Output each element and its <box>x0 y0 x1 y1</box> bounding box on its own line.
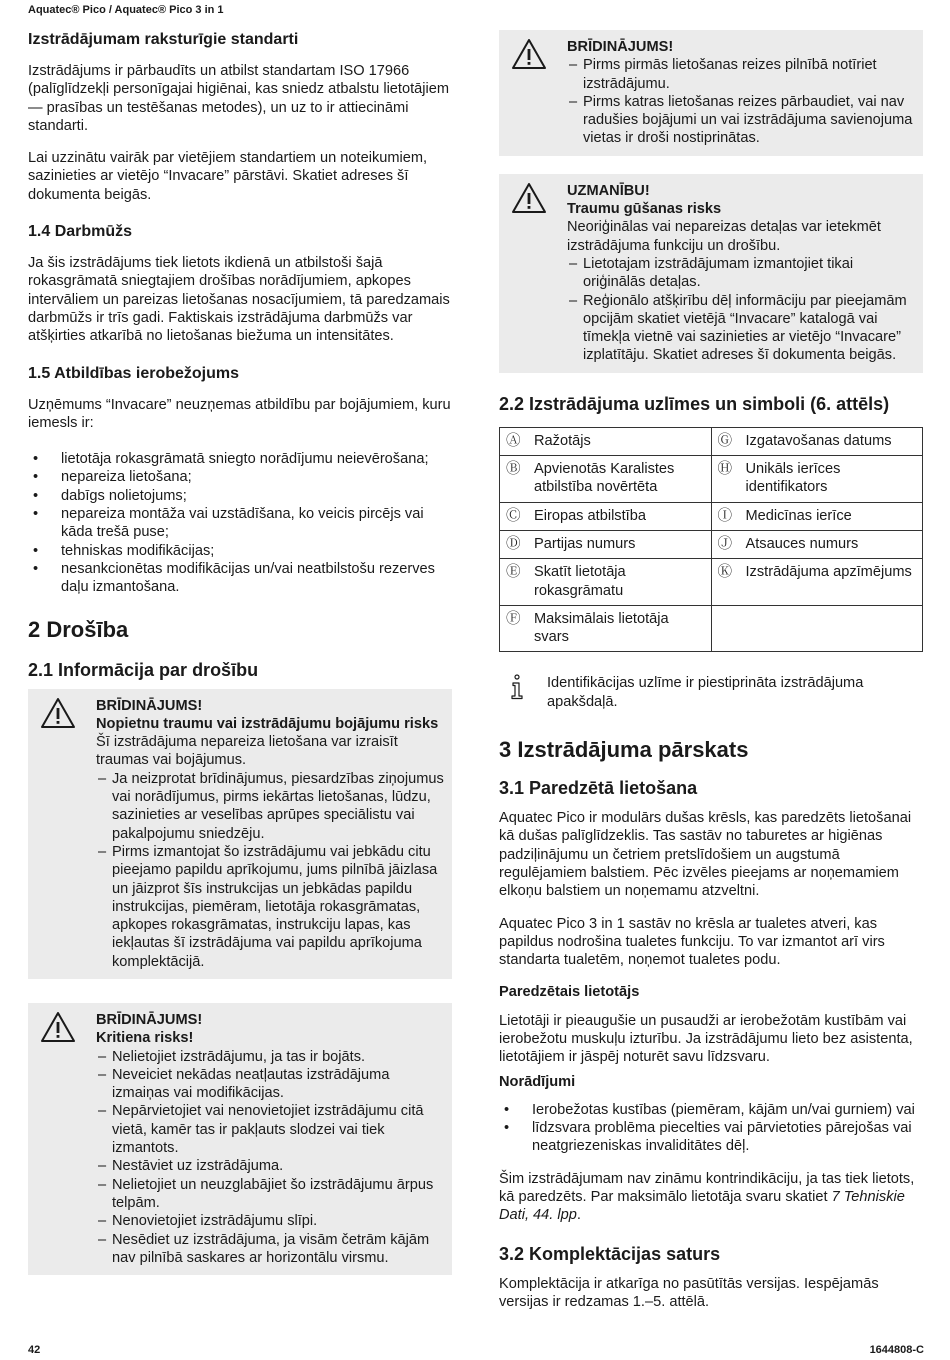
caution-list <box>567 255 915 365</box>
symbol-text: Skatīt lietotāja rokasgrāmatu <box>534 564 626 599</box>
section-3-2-heading: 3.2 Komplektācijas saturs <box>499 1243 721 1264</box>
symbol-text: Eiropas atbilstība <box>534 507 646 524</box>
section-3-1-heading: 3.1 Paredzētā lietošana <box>499 778 698 799</box>
table-cell <box>500 559 712 606</box>
list-item: – Nelietojiet izstrādājumu, ja tas ir bojāts. <box>96 1048 444 1066</box>
intended-user-heading: Paredzētais lietotājs <box>499 984 640 1001</box>
symbol-text: Izgatavošanas datums <box>745 432 892 449</box>
table-cell <box>500 456 712 503</box>
symbol-letter: Ⓓ <box>506 535 521 552</box>
table-row <box>500 605 923 652</box>
list-item: • lietotāja rokasgrāmatā sniegto norādījumu neievērošana; <box>28 450 452 468</box>
warning-title: BRĪDINĀJUMS! <box>96 697 203 714</box>
section-1-5-heading: 1.5 Atbildības ierobežojums <box>28 364 240 382</box>
symbol-text: Apvienotās Karalistes atbilstība novērtēta <box>534 461 675 496</box>
symbol-text: Maksimālais lietotāja svars <box>534 610 669 646</box>
list-item: – Nepārvietojiet vai nenovietojiet izstrādājumu citā vietā, kamēr tas ir pakļauts slodzei vai tiek izmantots. <box>96 1102 444 1157</box>
table-cell <box>500 502 712 530</box>
warning-list <box>96 1048 444 1268</box>
intended-user-paragraph: Lietotāji ir pieaugušie un pusaudži ar ierobežotām kustībām vai ierobežotu muskuļu izturību. Ja izstrādājumu lieto bez asistenta, lietotājiem ir jāspēj noturēt savu līdzsvaru. <box>499 1012 913 1066</box>
section-2-heading: 2 Drošība <box>28 616 129 642</box>
standards-heading: Izstrādājumam raksturīgie standarti <box>28 31 299 48</box>
caution-title: UZMANĪBU! <box>567 182 650 199</box>
list-item: – Lietotajam izstrādājumam izmantojiet tikai oriģinālās detaļas. <box>567 255 915 292</box>
list-item: – Nestāviet uz izstrādājuma. <box>96 1157 444 1175</box>
page-header: Aquatec® Pico / Aquatec® Pico 3 in 1 <box>28 4 224 16</box>
table-cell <box>711 502 923 530</box>
warning-triangle-icon <box>511 38 547 70</box>
list-item: – Reģionālo atšķirību dēļ informāciju par pieejamām opcijām skatiet vietējā “Invacare” katalogā vai tīmekļa vietnē vai sazinieties ar vietējo “Invacare” izplatītāju. Skatiet adreses šī dokumenta beigās. <box>567 292 915 365</box>
document-number: 1644808-C <box>869 1344 924 1356</box>
warning-triangle-icon <box>40 697 76 729</box>
table-row <box>500 456 923 503</box>
list-item: – Pirms izmantojat šo izstrādājumu vai jebkādu citu pieejamo papildu aprīkojumu, jums pilnībā jāizlasa un jāizprot šīs instrukcijas un jebkādas papildu instrukcijas, piemēram, lietotāja rokasgrāmatas, apkopes rokasgrāmatas, instrukciju lapas, kas iekļautas šī izstrādājuma vai papildu aprīkojuma komplektācijā. <box>96 843 444 971</box>
symbol-text: Atsauces numurs <box>745 535 859 552</box>
list-item: • dabīgs nolietojums; <box>28 487 452 505</box>
liability-list <box>28 450 452 596</box>
symbol-letter: Ⓚ <box>717 564 733 581</box>
list-item: – Ja neizprotat brīdinājumus, piesardzības ziņojumus vai norādījumus, pirms iekārtas lietošanas, lūdzu, sazinieties ar veselības aprūpes speciālistu vai pakalpojumu sniedzēju. <box>96 770 444 843</box>
symbol-letter: Ⓙ <box>717 535 733 552</box>
delivery-paragraph: Komplektācija ir atkarīga no pasūtītās versijas. Iespējamās versijas ir redzamas 1.–5. attēlā. <box>499 1275 879 1310</box>
warning-list <box>96 770 444 971</box>
info-text: Identifikācijas uzlīme ir piestiprināta izstrādājuma apakšdaļā. <box>547 675 864 710</box>
section-1-4-paragraph: Ja šis izstrādājums tiek lietots ikdienā un atbilstoši šajā rokasgrāmatā sniegtajiem drošības norādījumiem, apkopes intervāliem un pareizas lietošanas nosacījumiem, tā paredzamais darbmūžs ir trīs gadi. Faktiskais izstrādājuma darbmūžs var atšķirties atkarībā no lietošanas biežuma un intensitātes. <box>28 255 450 345</box>
symbol-letter: Ⓘ <box>717 507 733 524</box>
warning-subtitle: Kritiena risks! <box>96 1030 194 1047</box>
table-row <box>500 559 923 606</box>
list-item: – Nesēdiet uz izstrādājuma, ja visām četrām kājām nav pilnībā saskares ar horizontālu virsmu. <box>96 1231 444 1268</box>
symbols-table <box>499 427 923 653</box>
indications-list <box>499 1101 923 1156</box>
table-cell <box>500 427 712 455</box>
warning-subtitle: Nopietnu traumu vai izstrādājumu bojājumu risks <box>96 715 439 732</box>
list-item: • līdzsvara problēma piecelties vai pārvietoties pārejošas vai neatgriezeniskas invaliditātes dēļ. <box>499 1119 923 1156</box>
caution-box-injury <box>499 174 923 373</box>
list-item: • tehniskas modifikācijas; <box>28 542 452 560</box>
symbol-letter: Ⓔ <box>506 564 521 581</box>
symbol-letter: Ⓐ <box>506 432 521 449</box>
symbol-text: Ražotājs <box>534 432 591 449</box>
table-cell <box>711 456 923 503</box>
info-note <box>499 674 923 711</box>
intended-use-paragraph-1: Aquatec Pico ir modulārs dušas krēsls, kas paredzēts lietošanai kā dušas palīglīdzeklis. Tas sastāv no taburetes ar higiēnas padziļinājumu un četriem pretslīdošiem un augstumā regulējamiem balstiem. Pēc izvēles pieejams ar noņemamiem elkoņu balstiem un noņemamu atzveltni. <box>499 810 912 900</box>
symbol-letter: Ⓕ <box>506 610 521 627</box>
warning-box-cleaning <box>499 30 923 156</box>
symbol-letter: Ⓑ <box>506 461 521 478</box>
list-item: • nepareiza montāža vai uzstādīšana, ko veicis pircējs vai kāda trešā puse; <box>28 505 452 542</box>
left-column <box>28 30 452 1293</box>
symbol-text: Izstrādājuma apzīmējums <box>745 564 912 581</box>
right-column <box>499 30 923 1325</box>
symbol-letter: Ⓗ <box>717 461 733 478</box>
section-1-5-paragraph: Uzņēmums “Invacare” neuzņemas atbildību par bojājumiem, kuru iemesls ir: <box>28 396 451 431</box>
section-2-1-heading: 2.1 Informācija par drošību <box>28 659 259 680</box>
symbol-text: Unikāls ierīces identifikators <box>745 461 841 496</box>
contraindications-paragraph <box>499 1170 923 1225</box>
page-number: 42 <box>28 1344 41 1356</box>
list-item: • nepareiza lietošana; <box>28 468 452 486</box>
contraindications-text: Šim izstrādājumam nav zināmu kontrindikāciju, ja tas tiek lietots, kā paredzēts. Par maksimālo lietotāja svaru skatiet <box>499 1170 915 1206</box>
table-row <box>500 530 923 558</box>
symbol-text: Partijas numurs <box>534 535 636 552</box>
list-item: – Neveiciet nekādas neatļautas izstrādājuma izmaiņas vai modifikācijas. <box>96 1066 444 1103</box>
standards-paragraph-1: Izstrādājums ir pārbaudīts un atbilst standartam ISO 17966 (palīglīdzekļi personīgajai higiēnai, kas sniedz atbalstu lietotājiem — prasības un testēšanas metodes), un uz to ir attiecināmi standarti. <box>28 63 450 134</box>
table-row <box>500 427 923 455</box>
info-icon <box>509 674 525 700</box>
section-3-heading: 3 Izstrādājuma pārskats <box>499 737 749 763</box>
warning-title: BRĪDINĀJUMS! <box>96 1011 203 1028</box>
symbol-letter: Ⓒ <box>506 507 521 524</box>
warning-triangle-icon <box>511 182 547 214</box>
symbol-letter: Ⓖ <box>717 432 733 449</box>
table-row <box>500 502 923 530</box>
list-item: – Nelietojiet un neuzglabājiet šo izstrādājumu ārpus telpām. <box>96 1176 444 1213</box>
table-cell <box>500 605 712 652</box>
contraindications-end: . <box>576 1207 581 1224</box>
warning-text: Šī izstrādājuma nepareiza lietošana var izraisīt traumas vai bojājumus. <box>96 734 398 769</box>
intended-use-paragraph-2: Aquatec Pico 3 in 1 sastāv no krēsla ar tualetes atveri, kas papildus nodrošina tualetes funkciju. To var izmantot arī virs standarta tualetēm, noņemot tualetes podu. <box>499 915 885 969</box>
standards-paragraph-2: Lai uzzinātu vairāk par vietējiem standartiem un noteikumiem, sazinieties ar vietējo “Invacare” pārstāvi. Skatiet adreses šī dokumenta beigās. <box>28 150 428 203</box>
table-cell <box>711 530 923 558</box>
list-item: • Ierobežotas kustības (piemēram, kājām un/vai gurniem) vai <box>499 1101 923 1119</box>
warning-box-fall-risk <box>28 1003 452 1275</box>
table-cell <box>711 559 923 606</box>
table-cell-empty <box>711 605 923 652</box>
list-item: • nesankcionētas modifikācijas un/vai neatbilstošu rezerves daļu izmantošana. <box>28 560 452 597</box>
section-2-2-heading: 2.2 Izstrādājuma uzlīmes un simboli (6. attēls) <box>499 393 890 414</box>
cross-reference-link[interactable]: 7 Tehniskie Dati, 44. lpp <box>499 1189 905 1224</box>
list-item: – Nenovietojiet izstrādājumu slīpi. <box>96 1212 444 1230</box>
warning-list <box>567 56 915 147</box>
table-cell <box>711 427 923 455</box>
warning-box-serious-injury <box>28 689 452 979</box>
caution-subtitle: Traumu gūšanas risks <box>567 201 722 218</box>
caution-text: Neoriģinālas vai nepareizas detaļas var ietekmēt izstrādājuma funkciju un drošību. <box>567 219 881 254</box>
list-item: – Pirms katras lietošanas reizes pārbaudiet, vai nav radušies bojājumi un vai izstrādājuma savienojuma vietas ir droši nostiprinātas. <box>567 93 915 148</box>
symbol-text: Medicīnas ierīce <box>745 507 852 524</box>
list-item: – Pirms pirmās lietošanas reizes pilnībā notīriet izstrādājumu. <box>567 56 915 93</box>
table-cell <box>500 530 712 558</box>
indications-heading: Norādījumi <box>499 1073 576 1090</box>
warning-triangle-icon <box>40 1011 76 1043</box>
section-1-4-heading: 1.4 Darbmūžs <box>28 223 133 241</box>
warning-title: BRĪDINĀJUMS! <box>567 39 674 55</box>
